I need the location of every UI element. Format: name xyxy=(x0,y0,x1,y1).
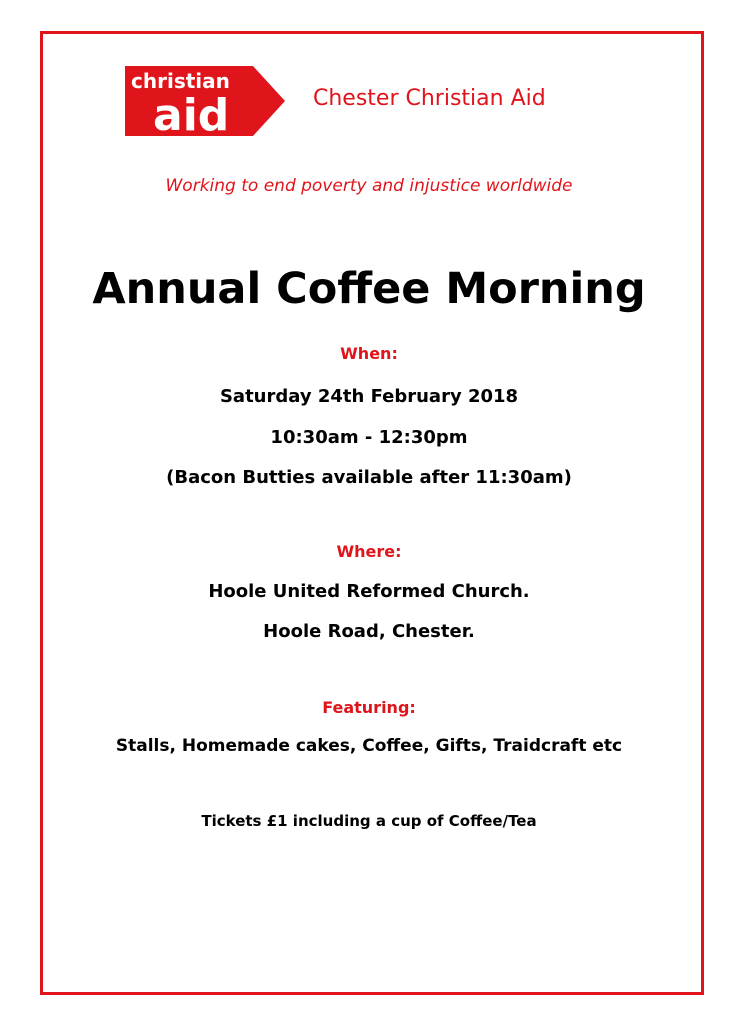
venue-address: Hoole Road, Chester. xyxy=(263,621,475,642)
logo-text-aid: aid xyxy=(153,90,230,136)
tagline: Working to end poverty and injustice worldwide xyxy=(165,176,573,196)
ticket-info: Tickets £1 including a cup of Coffee/Tea xyxy=(201,812,537,830)
when-heading: When: xyxy=(340,344,398,363)
featuring-items: Stalls, Homemade cakes, Coffee, Gifts, Traidcraft etc xyxy=(115,736,623,756)
christian-aid-logo xyxy=(125,66,285,136)
logo-text-christian: christian xyxy=(131,69,230,93)
featuring-heading: Featuring: xyxy=(322,698,416,717)
event-title: Annual Coffee Morning xyxy=(92,264,646,314)
org-name: Chester Christian Aid xyxy=(313,86,546,111)
bacon-note: (Bacon Butties available after 11:30am) xyxy=(166,467,572,488)
event-date: Saturday 24th February 2018 xyxy=(219,386,519,407)
where-heading: Where: xyxy=(336,542,402,561)
venue-name: Hoole United Reformed Church. xyxy=(208,581,530,602)
event-time: 10:30am - 12:30pm xyxy=(270,427,468,448)
